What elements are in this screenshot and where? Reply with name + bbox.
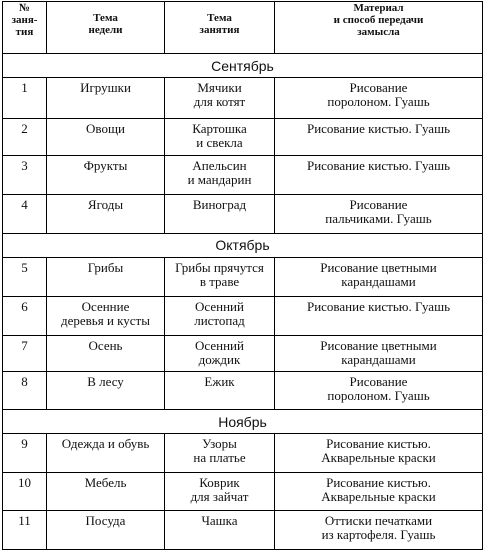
week-theme: [47, 119, 165, 156]
week-theme: [47, 335, 165, 372]
text-line: замысла: [357, 26, 400, 38]
table-row: [3, 434, 483, 473]
text-line: Оттиски печатками: [324, 513, 433, 528]
header-row: [3, 2, 483, 54]
week-theme: [47, 155, 165, 194]
week-theme: [47, 511, 165, 550]
text-line: деревья и кусты: [61, 312, 150, 328]
text-line: карандашами: [341, 351, 416, 367]
text-line: Тема: [93, 12, 118, 24]
text-line: Рисование цветными: [320, 259, 437, 275]
month-label: Ноябрь: [3, 410, 483, 434]
month-label: Октябрь: [3, 233, 483, 257]
month-row: [3, 233, 483, 257]
table-row: [3, 78, 483, 119]
text-line: Апельсин: [192, 157, 247, 173]
lesson-number: 8: [3, 372, 47, 410]
lesson-theme: [165, 119, 275, 156]
text-line: Коврик: [199, 475, 240, 491]
header-week-theme: [47, 2, 165, 54]
lesson-plan-table: [2, 1, 483, 550]
table-row: [3, 155, 483, 194]
material-method: [275, 296, 483, 335]
text-line: Рисование цветными: [320, 337, 437, 353]
lesson-number: 3: [3, 155, 47, 194]
text-line: Рисование кистью. Гуашь: [306, 298, 451, 314]
text-line: листопад: [194, 312, 245, 328]
text-line: Материал: [353, 2, 404, 14]
text-line: Рисование кистью.: [326, 436, 431, 452]
week-theme: [47, 194, 165, 233]
text-line: Ежик: [204, 374, 235, 390]
text-line: занятия: [199, 24, 240, 36]
material-method: [275, 372, 483, 410]
text-line: Мячики: [197, 80, 242, 96]
text-line: Рисование: [349, 80, 408, 96]
lesson-theme: [165, 511, 275, 550]
text-line: Акварельные краски: [321, 450, 436, 466]
lesson-theme: [165, 155, 275, 194]
month-row: [3, 410, 483, 434]
material-method: [275, 78, 483, 119]
lesson-theme: [165, 257, 275, 296]
text-line: и свекла: [196, 135, 243, 151]
text-line: заня-: [11, 14, 38, 26]
text-line: Картошка: [192, 121, 247, 137]
text-line: для зайчат: [190, 489, 249, 505]
text-line: тия: [15, 26, 34, 38]
text-line: Виноград: [192, 196, 247, 212]
text-line: карандашами: [341, 273, 416, 289]
table-row: [3, 296, 483, 335]
material-method: [275, 511, 483, 550]
text-line: и мандарин: [187, 171, 252, 187]
lesson-number: 1: [3, 78, 47, 119]
text-line: В лесу: [87, 374, 124, 390]
text-line: Рисование: [349, 374, 408, 390]
lesson-theme: [165, 296, 275, 335]
table-row: [3, 194, 483, 233]
text-line: в траве: [199, 273, 240, 289]
material-method: [275, 434, 483, 473]
month-label: Сентябрь: [3, 54, 483, 78]
header-number: [3, 2, 47, 54]
lesson-number: 10: [3, 473, 47, 511]
lesson-theme: [165, 473, 275, 511]
lesson-number: 6: [3, 296, 47, 335]
text-line: дождик: [198, 351, 241, 367]
text-line: Осенний: [195, 298, 244, 314]
week-theme: [47, 473, 165, 511]
text-line: поролоном. Гуашь: [327, 388, 430, 404]
lesson-theme: [165, 78, 275, 119]
text-line: пальчиками. Гуашь: [325, 210, 432, 226]
week-theme: [47, 78, 165, 119]
material-method: [275, 335, 483, 372]
text-line: Осенние: [81, 298, 130, 314]
text-line: Чашка: [201, 513, 238, 528]
text-line: Грибы прячутся: [175, 259, 264, 275]
table-row: [3, 473, 483, 511]
lesson-number: 4: [3, 194, 47, 233]
material-method: [275, 155, 483, 194]
text-line: поролоном. Гуашь: [327, 94, 430, 110]
text-line: Ягоды: [87, 196, 124, 212]
table-row: [3, 257, 483, 296]
text-line: Осень: [88, 337, 123, 353]
material-method: [275, 473, 483, 511]
text-line: Игрушки: [80, 80, 131, 96]
table-row: [3, 372, 483, 410]
header-material: [275, 2, 483, 54]
week-theme: [47, 257, 165, 296]
material-method: [275, 194, 483, 233]
text-line: Рисование кистью. Гуашь: [306, 157, 451, 173]
lesson-theme: [165, 434, 275, 473]
material-method: [275, 119, 483, 156]
text-line: Акварельные краски: [321, 489, 436, 505]
text-line: из картофеля. Гуашь: [321, 527, 436, 542]
text-line: Овощи: [86, 121, 125, 137]
week-theme: [47, 372, 165, 410]
text-line: недели: [88, 24, 123, 36]
text-line: №: [18, 2, 31, 14]
text-line: Одежда и обувь: [61, 436, 150, 452]
table-row: [3, 335, 483, 372]
text-line: Мебель: [84, 475, 127, 491]
lesson-number: 9: [3, 434, 47, 473]
text-line: Посуда: [85, 513, 126, 528]
week-theme: [47, 296, 165, 335]
material-method: [275, 257, 483, 296]
text-line: Фрукты: [83, 157, 128, 173]
text-line: и способ передачи: [333, 14, 424, 26]
month-row: [3, 54, 483, 78]
week-theme: [47, 434, 165, 473]
lesson-theme: [165, 372, 275, 410]
lesson-number: 2: [3, 119, 47, 156]
text-line: Грибы: [87, 259, 124, 275]
text-line: Осенний: [195, 337, 244, 353]
text-line: Рисование кистью. Гуашь: [306, 121, 451, 137]
lesson-theme: [165, 194, 275, 233]
table-row: [3, 511, 483, 550]
text-line: для котят: [193, 94, 246, 110]
text-line: Тема: [207, 12, 232, 24]
text-line: Рисование: [349, 196, 408, 212]
lesson-number: 11: [3, 511, 47, 550]
lesson-number: 5: [3, 257, 47, 296]
lesson-theme: [165, 335, 275, 372]
lesson-number: 7: [3, 335, 47, 372]
text-line: на платье: [193, 450, 246, 466]
text-line: Узоры: [202, 436, 237, 452]
header-lesson-theme: [165, 2, 275, 54]
text-line: Рисование кистью.: [326, 475, 431, 491]
table-row: [3, 119, 483, 156]
